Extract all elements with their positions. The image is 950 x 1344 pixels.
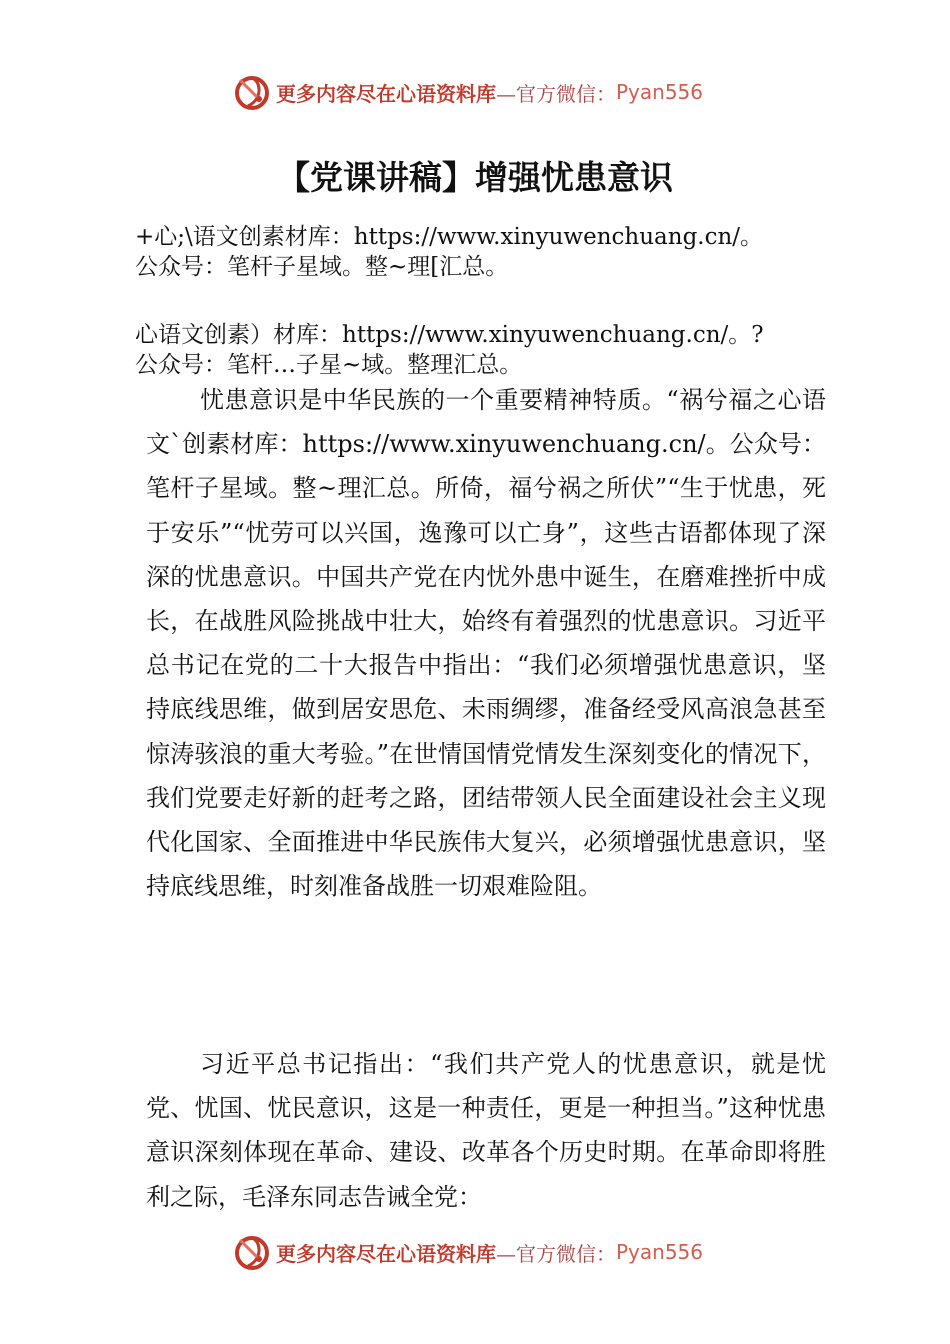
source-line-3: 心语文创素）材库：https://www.xinyuwenchuang.cn/。?: [135, 322, 764, 348]
banner-wechat-id: Pyan556: [616, 1240, 704, 1264]
brand-logo-icon: [232, 72, 272, 112]
banner-text-main: 更多内容尽在心语资料库: [276, 81, 496, 106]
source-line-1: +心;\语文创素材库：https://www.xinyuwenchuang.cn/。: [135, 224, 764, 250]
banner-text-dash: —官方微信：: [496, 1241, 616, 1266]
page-title: 【党课讲稿】增强忧患意识: [277, 158, 673, 197]
source-line-4: 公众号：笔杆…子星~域。整理汇总。: [135, 352, 523, 378]
footer-banner: [232, 1232, 752, 1272]
banner-text-dash: —官方微信：: [496, 81, 616, 106]
body-paragraph-2: 习近平总书记指出：“我们共产党人的忧患意识，就是忧党、忧国、忧民意识，这是一种责任，更是一种担当。”这种忧患意识深刻体现在革命、建设、改革各个历史时期。在革命即将胜利之际，毛泽东同志告诫全党：: [146, 1050, 826, 1211]
header-banner: [232, 72, 752, 112]
banner-text-main: 更多内容尽在心语资料库: [276, 1241, 496, 1266]
brand-logo-icon: [232, 1232, 272, 1272]
body-paragraph-1: 忧患意识是中华民族的一个重要精神特质。“祸兮福之心语文`创素材库：https://www.xinyuwenchuang.cn/。公众号：笔杆子星域。整~理汇总。所倚，福兮祸之所伏”“生于忧患，死于安乐”“忧劳可以兴国，逸豫可以亡身”，这些古语都体现了深深的忧患意识。中国共产党在内忧外患中诞生，在磨难挫折中成长，在战胜风险挑战中壮大，始终有着强烈的忧患意识。习近平总书记在党的二十大报告中指出：“我们必须增强忧患意识，坚持底线思维，做到居安思危、未雨绸缪，准备经受风高浪急甚至惊涛骇浪的重大考验。”在世情国情党情发生深刻变化的情况下，我们党要走好新的赶考之路，团结带领人民全面建设社会主义现代化国家、全面推进中华民族伟大复兴，必须增强忧患意识，坚持底线思维，时刻准备战胜一切艰难险阻。: [146, 386, 826, 901]
banner-wechat-id: Pyan556: [616, 80, 704, 104]
source-line-2: 公众号：笔杆子星域。整~理[汇总。: [135, 254, 509, 280]
